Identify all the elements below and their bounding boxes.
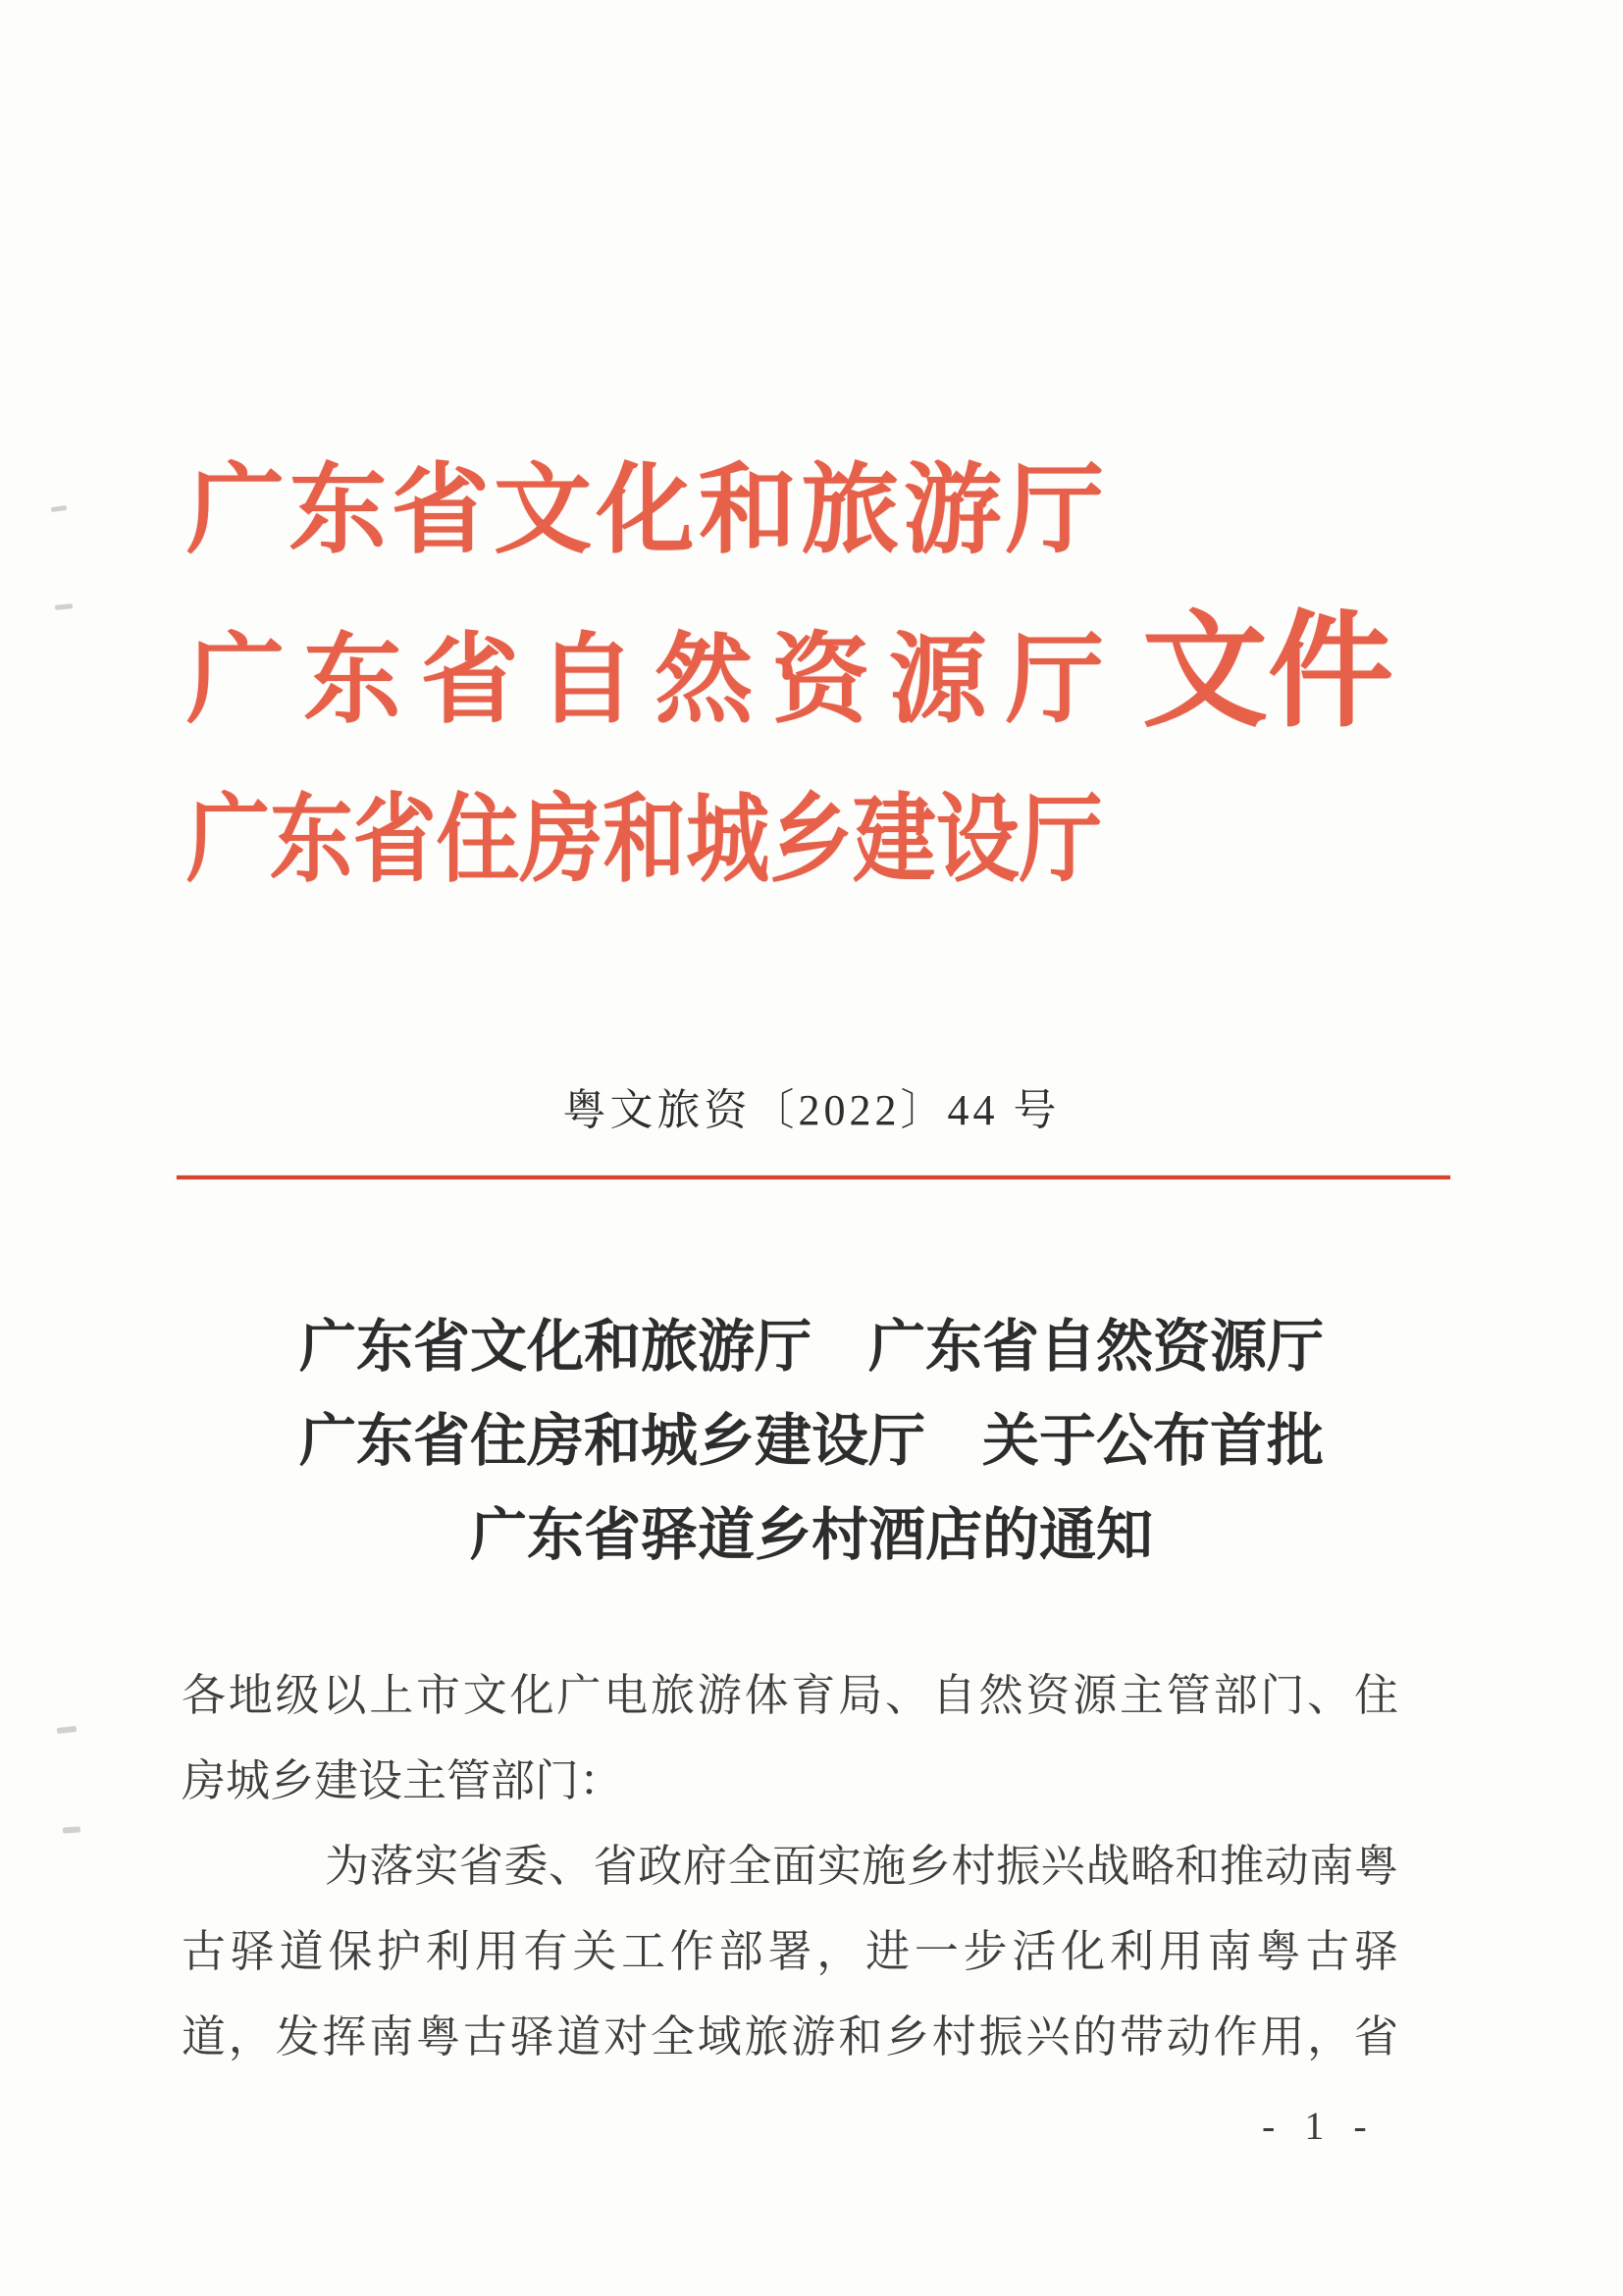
scan-artifact [55,603,73,610]
paragraph-line-3: 道，发挥南粤古驿道对全域旅游和乡村振兴的带动作用，省 [182,2012,1398,2061]
letterhead-agency-line-2: 广东省自然资源厅 [186,626,1104,735]
title-line-3: 广东省驿道乡村酒店的通知 [469,1503,1153,1567]
page-number: - 1 - [1262,2104,1377,2148]
letterhead-doc-type-label: 文件 [1142,602,1394,742]
letterhead-agency-line-1: 广东省文化和旅游厅 [186,456,1104,565]
letterhead-agency-line-3: 广东省住房和城乡建设厅 [186,788,1103,894]
reference-number: 粤文旅资〔2022〕44 号 [562,1086,1061,1134]
scan-artifact [57,1726,78,1734]
scan-artifact [51,505,68,512]
document-title [0,1300,1623,1583]
red-divider-line [177,1175,1450,1179]
title-line-1: 广东省文化和旅游厅 广东省自然资源厅 [298,1315,1324,1379]
paragraph-line-1: 为落实省委、省政府全面实施乡村振兴战略和推动南粤 [325,1842,1398,1891]
title-line-2: 广东省住房和城乡建设厅 关于公布首批 [298,1409,1324,1473]
scan-artifact [63,1826,80,1833]
salutation-line-2: 房城乡建设主管部门： [182,1756,624,1805]
salutation-line-1: 各地级以上市文化广电旅游体育局、自然资源主管部门、住 [182,1671,1398,1720]
paragraph-line-2: 古驿道保护利用有关工作部署，进一步活化利用南粤古驿 [182,1927,1398,1976]
